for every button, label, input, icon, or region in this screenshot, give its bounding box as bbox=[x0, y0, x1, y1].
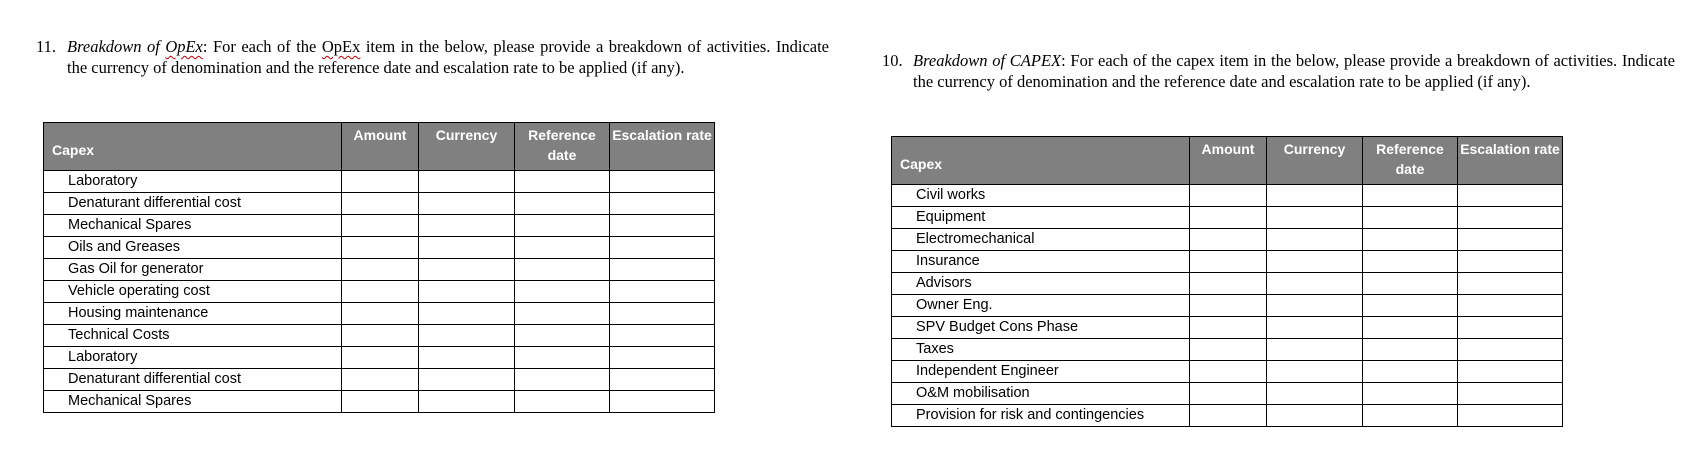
opex-cell-escalation-rate[interactable] bbox=[610, 347, 715, 369]
opex-header-escalation-rate: Escalation rate bbox=[610, 123, 715, 171]
table-row bbox=[44, 215, 715, 237]
capex-cell-amount[interactable] bbox=[1190, 383, 1267, 405]
capex-cell-currency[interactable] bbox=[1267, 273, 1363, 295]
capex-cell-reference-date[interactable] bbox=[1363, 317, 1458, 339]
opex-cell-escalation-rate[interactable] bbox=[610, 391, 715, 413]
capex-table-body bbox=[892, 185, 1563, 427]
capex-header-escalation-rate: Escalation rate bbox=[1458, 137, 1563, 185]
opex-row-label: Laboratory bbox=[44, 347, 342, 369]
opex-title-term: OpEx bbox=[165, 37, 203, 56]
capex-row-label: Electromechanical bbox=[892, 229, 1190, 251]
capex-cell-amount[interactable] bbox=[1190, 185, 1267, 207]
opex-cell-escalation-rate[interactable] bbox=[610, 281, 715, 303]
opex-cell-reference-date[interactable] bbox=[515, 303, 610, 325]
capex-cell-amount[interactable] bbox=[1190, 295, 1267, 317]
opex-cell-escalation-rate[interactable] bbox=[610, 193, 715, 215]
capex-cell-escalation-rate[interactable] bbox=[1458, 207, 1563, 229]
opex-table-body bbox=[44, 171, 715, 413]
opex-header-amount: Amount bbox=[342, 123, 419, 171]
capex-row-label: SPV Budget Cons Phase bbox=[892, 317, 1190, 339]
capex-cell-escalation-rate[interactable] bbox=[1458, 317, 1563, 339]
opex-cell-escalation-rate[interactable] bbox=[610, 215, 715, 237]
capex-cell-amount[interactable] bbox=[1190, 207, 1267, 229]
capex-item-number: 10. bbox=[882, 51, 903, 70]
table-row bbox=[44, 369, 715, 391]
opex-cell-currency[interactable] bbox=[419, 391, 515, 413]
opex-cell-escalation-rate[interactable] bbox=[610, 237, 715, 259]
capex-cell-escalation-rate[interactable] bbox=[1458, 339, 1563, 361]
capex-cell-escalation-rate[interactable] bbox=[1458, 185, 1563, 207]
table-row bbox=[44, 325, 715, 347]
capex-header-reference-date: Reference date bbox=[1363, 137, 1458, 185]
table-row bbox=[892, 361, 1563, 383]
capex-cell-currency[interactable] bbox=[1267, 339, 1363, 361]
opex-row-label: Technical Costs bbox=[44, 325, 342, 347]
opex-cell-reference-date[interactable] bbox=[515, 193, 610, 215]
opex-cell-reference-date[interactable] bbox=[515, 369, 610, 391]
capex-cell-escalation-rate[interactable] bbox=[1458, 251, 1563, 273]
capex-cell-currency[interactable] bbox=[1267, 185, 1363, 207]
capex-row-label: Equipment bbox=[892, 207, 1190, 229]
capex-cell-reference-date[interactable] bbox=[1363, 273, 1458, 295]
opex-cell-currency[interactable] bbox=[419, 171, 515, 193]
opex-cell-currency[interactable] bbox=[419, 303, 515, 325]
table-row bbox=[892, 339, 1563, 361]
opex-cell-reference-date[interactable] bbox=[515, 171, 610, 193]
table-row bbox=[44, 281, 715, 303]
table-row bbox=[44, 237, 715, 259]
capex-cell-currency[interactable] bbox=[1267, 251, 1363, 273]
opex-section bbox=[36, 36, 829, 409]
table-row bbox=[892, 405, 1563, 427]
opex-row-label: Oils and Greases bbox=[44, 237, 342, 259]
opex-cell-currency[interactable] bbox=[419, 237, 515, 259]
opex-cell-amount[interactable] bbox=[342, 171, 419, 193]
table-row bbox=[44, 193, 715, 215]
opex-cell-reference-date[interactable] bbox=[515, 281, 610, 303]
table-row bbox=[44, 391, 715, 413]
opex-title: Breakdown of OpEx bbox=[67, 37, 203, 56]
capex-cell-amount[interactable] bbox=[1190, 229, 1267, 251]
opex-row-label: Laboratory bbox=[44, 171, 342, 193]
capex-cell-amount[interactable] bbox=[1190, 251, 1267, 273]
opex-cell-escalation-rate[interactable] bbox=[610, 325, 715, 347]
opex-cell-escalation-rate[interactable] bbox=[610, 369, 715, 391]
opex-header-currency: Currency bbox=[419, 123, 515, 171]
opex-cell-currency[interactable] bbox=[419, 281, 515, 303]
table-row bbox=[44, 347, 715, 369]
opex-row-label: Gas Oil for generator bbox=[44, 259, 342, 281]
opex-row-label: Mechanical Spares bbox=[44, 215, 342, 237]
capex-row-label: Independent Engineer bbox=[892, 361, 1190, 383]
opex-cell-amount[interactable] bbox=[342, 325, 419, 347]
capex-table-header-row bbox=[892, 137, 1563, 185]
table-row bbox=[44, 259, 715, 281]
opex-cell-amount[interactable] bbox=[342, 259, 419, 281]
opex-cell-amount[interactable] bbox=[342, 369, 419, 391]
opex-row-label: Vehicle operating cost bbox=[44, 281, 342, 303]
table-row bbox=[44, 171, 715, 193]
capex-cell-amount[interactable] bbox=[1190, 361, 1267, 383]
opex-cell-reference-date[interactable] bbox=[515, 391, 610, 413]
opex-item-number: 11. bbox=[36, 37, 57, 56]
opex-row-label: Denaturant differential cost bbox=[44, 193, 342, 215]
capex-row-label: Insurance bbox=[892, 251, 1190, 273]
capex-cell-amount[interactable] bbox=[1190, 339, 1267, 361]
capex-cell-reference-date[interactable] bbox=[1363, 339, 1458, 361]
opex-cell-reference-date[interactable] bbox=[515, 259, 610, 281]
capex-cell-currency[interactable] bbox=[1267, 207, 1363, 229]
capex-row-label: Provision for risk and contingencies bbox=[892, 405, 1190, 427]
capex-cell-escalation-rate[interactable] bbox=[1458, 295, 1563, 317]
capex-cell-currency[interactable] bbox=[1267, 361, 1363, 383]
opex-table bbox=[43, 122, 715, 413]
capex-row-label: Civil works bbox=[892, 185, 1190, 207]
capex-cell-currency[interactable] bbox=[1267, 295, 1363, 317]
capex-title: Breakdown of CAPEX bbox=[913, 51, 1062, 70]
opex-cell-reference-date[interactable] bbox=[515, 237, 610, 259]
capex-cell-amount[interactable] bbox=[1190, 317, 1267, 339]
capex-cell-escalation-rate[interactable] bbox=[1458, 229, 1563, 251]
opex-cell-amount[interactable] bbox=[342, 347, 419, 369]
capex-cell-reference-date[interactable] bbox=[1363, 185, 1458, 207]
capex-cell-escalation-rate[interactable] bbox=[1458, 405, 1563, 427]
opex-cell-reference-date[interactable] bbox=[515, 325, 610, 347]
opex-cell-currency[interactable] bbox=[419, 369, 515, 391]
capex-cell-amount[interactable] bbox=[1190, 273, 1267, 295]
table-row bbox=[892, 317, 1563, 339]
capex-cell-reference-date[interactable] bbox=[1363, 229, 1458, 251]
capex-cell-escalation-rate[interactable] bbox=[1458, 361, 1563, 383]
capex-header-item: Capex bbox=[892, 137, 1190, 185]
opex-cell-currency[interactable] bbox=[419, 259, 515, 281]
capex-cell-reference-date[interactable] bbox=[1363, 361, 1458, 383]
opex-cell-amount[interactable] bbox=[342, 303, 419, 325]
capex-table bbox=[891, 136, 1563, 427]
opex-cell-currency[interactable] bbox=[419, 215, 515, 237]
opex-intro-term: OpEx bbox=[321, 37, 361, 56]
table-row bbox=[892, 251, 1563, 273]
capex-cell-reference-date[interactable] bbox=[1363, 251, 1458, 273]
capex-instruction: 10. Breakdown of CAPEX: For each of the capex item in the below, please provide a breakdown of activities. Indicate the currency of denomination and the reference date and escalation rate to be applied (if any). bbox=[882, 51, 1675, 91]
opex-row-label: Mechanical Spares bbox=[44, 391, 342, 413]
capex-row-label: Owner Eng. bbox=[892, 295, 1190, 317]
capex-header-currency: Currency bbox=[1267, 137, 1363, 185]
capex-cell-escalation-rate[interactable] bbox=[1458, 273, 1563, 295]
opex-cell-reference-date[interactable] bbox=[515, 215, 610, 237]
opex-table-header-row bbox=[44, 123, 715, 171]
opex-cell-amount[interactable] bbox=[342, 215, 419, 237]
table-row bbox=[892, 295, 1563, 317]
table-row bbox=[892, 185, 1563, 207]
opex-cell-amount[interactable] bbox=[342, 391, 419, 413]
capex-cell-currency[interactable] bbox=[1267, 317, 1363, 339]
table-row bbox=[892, 229, 1563, 251]
opex-cell-amount[interactable] bbox=[342, 237, 419, 259]
capex-row-label: Advisors bbox=[892, 273, 1190, 295]
capex-cell-amount[interactable] bbox=[1190, 405, 1267, 427]
opex-row-label: Denaturant differential cost bbox=[44, 369, 342, 391]
opex-cell-amount[interactable] bbox=[342, 193, 419, 215]
table-row bbox=[44, 303, 715, 325]
capex-section bbox=[882, 50, 1675, 423]
capex-cell-currency[interactable] bbox=[1267, 383, 1363, 405]
table-row bbox=[892, 383, 1563, 405]
opex-cell-currency[interactable] bbox=[419, 193, 515, 215]
capex-cell-reference-date[interactable] bbox=[1363, 295, 1458, 317]
opex-row-label: Housing maintenance bbox=[44, 303, 342, 325]
capex-cell-reference-date[interactable] bbox=[1363, 383, 1458, 405]
opex-header-reference-date: Reference date bbox=[515, 123, 610, 171]
table-row bbox=[892, 207, 1563, 229]
table-row bbox=[892, 273, 1563, 295]
capex-cell-currency[interactable] bbox=[1267, 405, 1363, 427]
opex-cell-amount[interactable] bbox=[342, 281, 419, 303]
opex-cell-escalation-rate[interactable] bbox=[610, 171, 715, 193]
opex-instruction: 11. Breakdown of OpEx: For each of the OpEx item in the below, please provide a breakdown of activities. Indicate the currency of denomination and the reference date and escalation rate to be applied (if any). bbox=[36, 37, 829, 77]
capex-cell-reference-date[interactable] bbox=[1363, 405, 1458, 427]
capex-row-label: O&M mobilisation bbox=[892, 383, 1190, 405]
capex-header-amount: Amount bbox=[1190, 137, 1267, 185]
capex-row-label: Taxes bbox=[892, 339, 1190, 361]
capex-cell-currency[interactable] bbox=[1267, 229, 1363, 251]
capex-cell-escalation-rate[interactable] bbox=[1458, 383, 1563, 405]
opex-cell-escalation-rate[interactable] bbox=[610, 259, 715, 281]
opex-cell-escalation-rate[interactable] bbox=[610, 303, 715, 325]
opex-cell-reference-date[interactable] bbox=[515, 347, 610, 369]
opex-cell-currency[interactable] bbox=[419, 347, 515, 369]
opex-header-item: Capex bbox=[44, 123, 342, 171]
capex-cell-reference-date[interactable] bbox=[1363, 207, 1458, 229]
opex-cell-currency[interactable] bbox=[419, 325, 515, 347]
